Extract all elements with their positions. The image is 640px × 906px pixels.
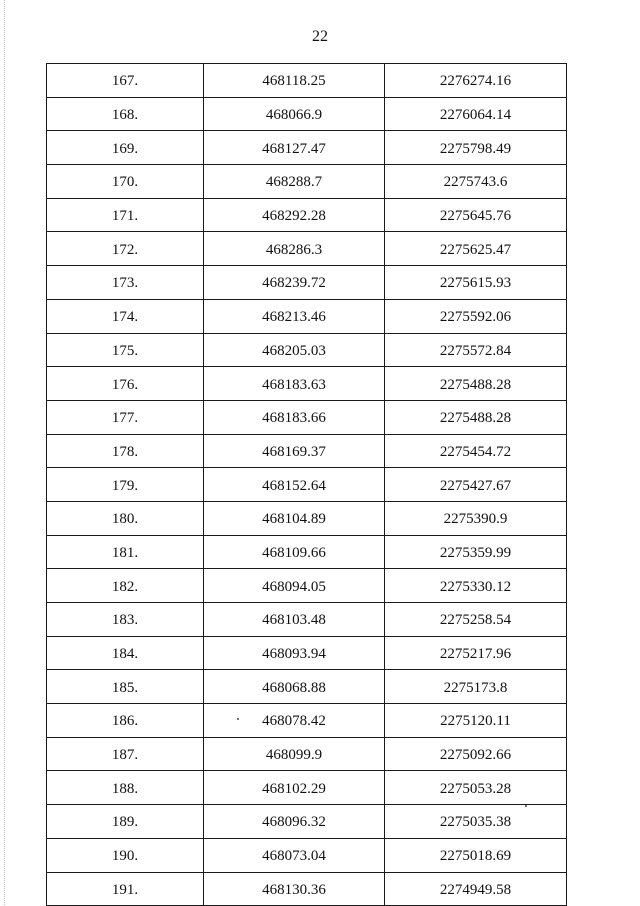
point-number-cell: 170. <box>47 165 204 199</box>
x-coordinate-cell: 468288.7 <box>204 165 385 199</box>
table-row <box>47 636 567 670</box>
x-coordinate-cell: 468118.25 <box>204 64 385 98</box>
x-coordinate-cell: 468099.9 <box>204 737 385 771</box>
y-coordinate-cell: 2275053.28 <box>385 771 567 805</box>
point-number-cell: 188. <box>47 771 204 805</box>
table-row <box>47 771 567 805</box>
table-row <box>47 704 567 738</box>
point-number-cell: 190. <box>47 838 204 872</box>
point-number-cell: 185. <box>47 670 204 704</box>
x-coordinate-cell: 468183.66 <box>204 400 385 434</box>
table-row <box>47 872 567 906</box>
point-number-cell: 173. <box>47 266 204 300</box>
y-coordinate-cell: 2275035.38 <box>385 805 567 839</box>
y-coordinate-cell: 2275173.8 <box>385 670 567 704</box>
x-coordinate-cell: 468205.03 <box>204 333 385 367</box>
point-number-cell: 177. <box>47 400 204 434</box>
x-coordinate-cell: 468102.29 <box>204 771 385 805</box>
point-number-cell: 187. <box>47 737 204 771</box>
page-number: 22 <box>312 28 328 45</box>
table-row <box>47 232 567 266</box>
table-row <box>47 299 567 333</box>
table-row <box>47 805 567 839</box>
point-number-cell: 167. <box>47 64 204 98</box>
x-coordinate-cell: 468239.72 <box>204 266 385 300</box>
point-number-cell: 169. <box>47 131 204 165</box>
x-coordinate-cell: 468130.36 <box>204 872 385 906</box>
x-coordinate-cell: 468096.32 <box>204 805 385 839</box>
x-coordinate-cell: 468094.05 <box>204 569 385 603</box>
y-coordinate-cell: 2275258.54 <box>385 603 567 637</box>
x-coordinate-cell: 468103.48 <box>204 603 385 637</box>
y-coordinate-cell: 2275217.96 <box>385 636 567 670</box>
x-coordinate-cell: 468073.04 <box>204 838 385 872</box>
point-number-cell: 168. <box>47 97 204 131</box>
table-row <box>47 838 567 872</box>
y-coordinate-cell: 2275743.6 <box>385 165 567 199</box>
point-number-cell: 175. <box>47 333 204 367</box>
y-coordinate-cell: 2275427.67 <box>385 468 567 502</box>
point-number-cell: 178. <box>47 434 204 468</box>
point-number-cell: 186. <box>47 704 204 738</box>
point-number-cell: 180. <box>47 501 204 535</box>
point-number-cell: 172. <box>47 232 204 266</box>
y-coordinate-cell: 2275572.84 <box>385 333 567 367</box>
y-coordinate-cell: 2275330.12 <box>385 569 567 603</box>
y-coordinate-cell: 2275488.28 <box>385 400 567 434</box>
coordinates-table <box>46 63 567 906</box>
table-row <box>47 198 567 232</box>
point-number-cell: 189. <box>47 805 204 839</box>
x-coordinate-cell: 468292.28 <box>204 198 385 232</box>
table-row <box>47 367 567 401</box>
point-number-cell: 174. <box>47 299 204 333</box>
point-number-cell: 176. <box>47 367 204 401</box>
table-row <box>47 434 567 468</box>
scan-edge-line <box>4 0 5 905</box>
x-coordinate-cell: 468127.47 <box>204 131 385 165</box>
point-number-cell: 171. <box>47 198 204 232</box>
table-row <box>47 131 567 165</box>
point-number-cell: 182. <box>47 569 204 603</box>
table-row <box>47 569 567 603</box>
scan-speck <box>525 805 527 807</box>
table-row <box>47 165 567 199</box>
table-row <box>47 468 567 502</box>
y-coordinate-cell: 2276064.14 <box>385 97 567 131</box>
y-coordinate-cell: 2275488.28 <box>385 367 567 401</box>
y-coordinate-cell: 2276274.16 <box>385 64 567 98</box>
x-coordinate-cell: 468213.46 <box>204 299 385 333</box>
coordinates-table-body <box>47 64 567 906</box>
table-row <box>47 501 567 535</box>
scan-speck <box>237 718 239 720</box>
x-coordinate-cell: 468152.64 <box>204 468 385 502</box>
table-row <box>47 737 567 771</box>
x-coordinate-cell: 468169.37 <box>204 434 385 468</box>
point-number-cell: 183. <box>47 603 204 637</box>
x-coordinate-cell: 468183.63 <box>204 367 385 401</box>
x-coordinate-cell: 468066.9 <box>204 97 385 131</box>
y-coordinate-cell: 2275120.11 <box>385 704 567 738</box>
y-coordinate-cell: 2275645.76 <box>385 198 567 232</box>
point-number-cell: 179. <box>47 468 204 502</box>
table-row <box>47 670 567 704</box>
y-coordinate-cell: 2275390.9 <box>385 501 567 535</box>
y-coordinate-cell: 2275018.69 <box>385 838 567 872</box>
table-row <box>47 535 567 569</box>
x-coordinate-cell: 468078.42 <box>204 704 385 738</box>
point-number-cell: 191. <box>47 872 204 906</box>
table-row <box>47 266 567 300</box>
point-number-cell: 181. <box>47 535 204 569</box>
x-coordinate-cell: 468104.89 <box>204 501 385 535</box>
table-row <box>47 333 567 367</box>
y-coordinate-cell: 2275359.99 <box>385 535 567 569</box>
x-coordinate-cell: 468109.66 <box>204 535 385 569</box>
y-coordinate-cell: 2275798.49 <box>385 131 567 165</box>
point-number-cell: 184. <box>47 636 204 670</box>
y-coordinate-cell: 2275625.47 <box>385 232 567 266</box>
x-coordinate-cell: 468093.94 <box>204 636 385 670</box>
table-row <box>47 97 567 131</box>
table-row <box>47 603 567 637</box>
y-coordinate-cell: 2275092.66 <box>385 737 567 771</box>
x-coordinate-cell: 468286.3 <box>204 232 385 266</box>
x-coordinate-cell: 468068.88 <box>204 670 385 704</box>
y-coordinate-cell: 2275615.93 <box>385 266 567 300</box>
y-coordinate-cell: 2275592.06 <box>385 299 567 333</box>
y-coordinate-cell: 2275454.72 <box>385 434 567 468</box>
table-row <box>47 400 567 434</box>
y-coordinate-cell: 2274949.58 <box>385 872 567 906</box>
table-row <box>47 64 567 98</box>
